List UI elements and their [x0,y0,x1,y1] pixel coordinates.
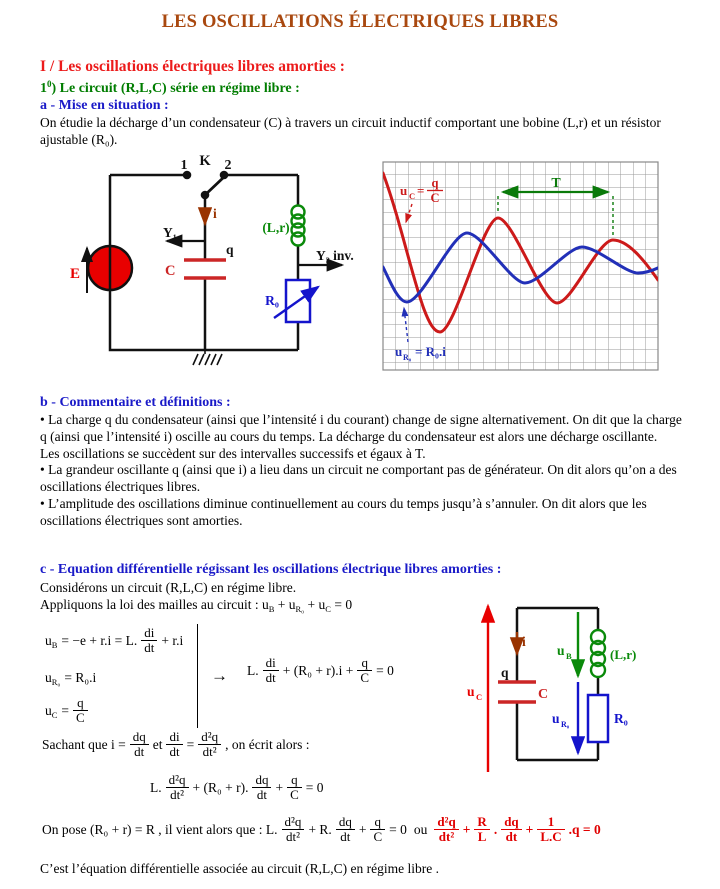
ur0-label-sub: R₀ [403,353,412,362]
label-charge-q: q [226,242,234,257]
uc-label-num: q [431,176,439,190]
heading-subsection-1 [40,79,300,97]
uc-label-sub: C [409,191,416,201]
resistor2-icon [588,695,608,742]
system-bar [197,624,198,728]
bullet-paragraph-2 [40,462,690,496]
heading-c: c - Equation différentielle régissant les oscillations électrique libres amorties : [40,562,502,577]
bullet-1-text: La charge q du condensateur (ainsi que l’intensité i du courant) change de signe alternativement. On dit que la charge q (ainsi que l’intensité i) oscille au cours du temps. La décharge du condensateur est alors une décharge oscillante. [40,412,682,444]
inductor-icon [292,206,305,246]
switch-icon [183,171,229,200]
svg-text:u: u [552,711,560,726]
heading-b: b - Commentaire et définitions : [40,395,231,410]
circuit-wires [110,175,298,350]
rheostat-icon [274,280,318,322]
equation-centered: L. $\frac{\text{d²q}}{\text{dt²}}$ + (R₀ + r). $\frac{dq}{dt}$ + $\frac{q}{C}$ = 0 [150,772,324,803]
heading-a: a - Mise en situation : [40,98,169,113]
equation-ur0: $u_{R_0}$ = R₀.i [45,670,97,687]
circuit2-wires [517,608,598,760]
svg-text:C: C [476,692,483,702]
generator-icon [87,246,132,293]
intro-paragraph: On étudie la décharge d’un condensateur (C) à travers un circuit inductif comportant une bobine (L,r) et un résistor ajustable (R₀). [40,115,661,147]
label-e: E [70,266,81,282]
bullet-3-text: L’amplitude des oscillations diminue continuellement au cours du temps jusqu’à s’annuler. On dit alors que les oscillations électriques sont amorties. [40,495,647,528]
label-r0: R₀ [265,293,279,308]
label-node1: 1 [180,158,188,173]
mesh-equation: $u_B + u_{R_0} + u_C = 0$ [261,597,353,614]
heading-section-1: I / Les oscillations électriques libres amorties : [40,58,345,75]
label2-uc [467,684,482,702]
paragraph-intervalles: Les oscillations se succèdent sur des intervalles successifs et égaux à T. [40,445,426,461]
uc-label-u: u [400,183,408,198]
svg-text:R₀: R₀ [561,720,570,729]
circuit2-figure [458,592,668,782]
heading-subsection-rest: ) Le circuit (R,L,C) série en régime libre : [51,81,300,96]
bullet-icon: • [40,495,45,511]
label2-i: i [522,634,526,649]
paragraph-considerons: Considérons un circuit (R,L,C) en régime libre. [40,580,297,595]
label2-r0: R₀ [614,711,628,726]
label2-ur0 [552,711,570,729]
label-node2: 2 [224,158,232,173]
implies-arrow: → [211,666,228,685]
label2-c: C [538,687,549,702]
equation-ub: $u_B$ = −e + r.i = L. $\frac{di}{dt}$ + r.i [45,625,184,656]
graph-figure [378,156,668,376]
capacitor2-icon [498,682,536,702]
uc-label-den: C [430,191,440,205]
paragraph-mailles [40,597,352,614]
equation-combined: L. $\frac{di}{dt}$ + (R₀ + r).i + $\frac{q}{C}$ = 0 [247,655,394,686]
bullet-icon: • [40,462,45,478]
equation-system [45,624,465,734]
capacitor-icon [184,260,226,278]
label-capacitor-c: C [165,263,176,279]
label-period-t: T [551,176,561,191]
equation-uc: $u_C$ = $\frac{q}{C}$ [45,696,88,726]
inductor2-icon [591,630,605,677]
svg-text:u: u [557,643,565,658]
uc-label-eq: = [417,183,425,198]
bullet-paragraph-1 [40,412,690,446]
equation-final-red: $\frac{\text{d²q}}{\text{dt²}}$ + $\frac{R}{L}$ . $\frac{dq}{dt}$ + $\frac{1}{L.C}$ .q = 0 [434,815,600,845]
closing-paragraph: C’est l’équation différentielle associée au circuit (R,L,C) en régime libre . [40,861,439,876]
paragraph-sachant: Sachant que i = $\frac{dq}{dt}$ et $\frac{di}{dt}$ = $\frac{\text{d²q}}{\text{dt²}}$ , on écrit alors : [42,729,310,760]
label2-q: q [501,665,509,680]
paragraph-onpose: On pose (R₀ + r) = R , il vient alors que : L. $\frac{\text{d²q}}{\text{dt²}}$ + R. $\frac{dq}{dt}$ + $\frac{q}{C}$ = 0 ou $\frac{\text{d²q}}{\text{dt²}}$ + $\frac{R}{L}$ . $\frac{dq}{dt}$ + $\frac{1}{L.C}$ .q = 0 [42,814,601,845]
bullet-icon: • [40,412,45,427]
bullet-2-text: La grandeur oscillante q (ainsi que i) a lieu dans un circuit ne comportant pas de générateur. On dit alors qu’on a des oscillations électriques libres. [40,462,677,495]
label2-ub [557,643,572,661]
definitions-block [40,412,690,530]
ur0-label-eq: = R₀.i [415,344,446,359]
label-y2: Y₂ inv. [316,248,354,263]
ur0-label-u: u [395,344,403,359]
ground-icon [193,350,222,365]
page-title: LES OSCILLATIONS ÉLECTRIQUES LIBRES [161,12,559,32]
label-switch-k: K [199,153,211,169]
label-current-i: i [213,206,217,221]
label2-lr: (L,r) [610,647,637,662]
bullet-paragraph-3 [40,496,690,530]
svg-text:B: B [566,651,572,661]
svg-text:u: u [467,684,475,699]
heading-subsection-sup: 0 [47,79,52,89]
label-y1: Y₁ [163,225,177,240]
heading-subsection-num: 1 [40,81,47,96]
label-inductor: (L,r) [262,220,290,235]
mailles-text: Appliquons la loi des mailles au circuit : [40,597,262,612]
circuit-figure [62,152,372,392]
